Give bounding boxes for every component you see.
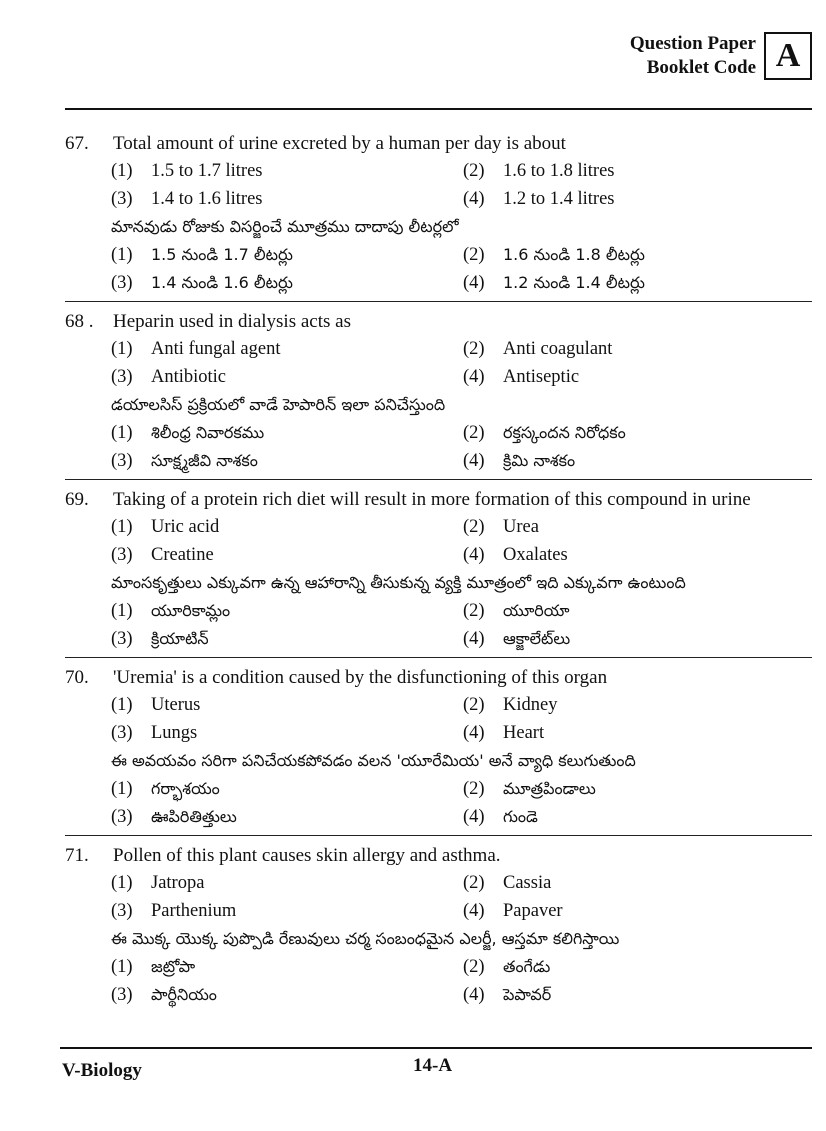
option-text: Cassia bbox=[503, 873, 552, 893]
option-number: (4) bbox=[463, 273, 485, 293]
option-number: (2) bbox=[463, 245, 485, 265]
option-number: (3) bbox=[111, 451, 133, 471]
option-text: క్రియాటిన్ bbox=[151, 629, 209, 648]
option-number: (1) bbox=[111, 779, 133, 799]
answer-option bbox=[111, 953, 463, 981]
option-number: (4) bbox=[463, 985, 485, 1005]
answer-option bbox=[111, 157, 463, 185]
option-number: (3) bbox=[111, 807, 133, 827]
option-number: (4) bbox=[463, 629, 485, 649]
answer-option bbox=[111, 269, 463, 297]
footer-subject: V-Biology bbox=[62, 1060, 142, 1081]
telugu-options bbox=[65, 597, 812, 653]
option-text: 1.4 నుండి 1.6 లీటర్లు bbox=[151, 273, 293, 292]
option-text: ఆక్జాలేట్‌లు bbox=[503, 629, 571, 648]
answer-option bbox=[111, 775, 463, 803]
telugu-options-wrapper bbox=[65, 775, 812, 831]
option-number: (4) bbox=[463, 189, 485, 209]
option-number: (1) bbox=[111, 695, 133, 715]
option-text: తంగేడు bbox=[503, 957, 551, 976]
option-text: Jatropa bbox=[151, 873, 205, 893]
option-number: (1) bbox=[111, 245, 133, 265]
option-number: (4) bbox=[463, 901, 485, 921]
english-options bbox=[65, 335, 812, 391]
booklet-code-labels bbox=[630, 32, 756, 80]
question-text: Taking of a protein rich diet will result in more formation of this compound in urine bbox=[113, 489, 751, 510]
option-text: శిలీంధ్ర నివారకము bbox=[151, 423, 265, 442]
option-number: (3) bbox=[111, 545, 133, 565]
answer-option bbox=[111, 513, 463, 541]
answer-option bbox=[463, 513, 812, 541]
question-block bbox=[65, 130, 812, 302]
question-list bbox=[65, 130, 812, 1019]
answer-option bbox=[111, 719, 463, 747]
answer-option bbox=[463, 803, 812, 831]
option-number: (3) bbox=[111, 273, 133, 293]
option-number: (2) bbox=[463, 423, 485, 443]
telugu-question-text: మానవుడు రోజుకు విసర్జించే మూత్రము దాదాపు లీటర్లలో bbox=[111, 217, 459, 236]
option-text: 1.5 to 1.7 litres bbox=[151, 161, 263, 181]
answer-option bbox=[111, 597, 463, 625]
question-stem bbox=[65, 308, 812, 335]
option-number: (3) bbox=[111, 367, 133, 387]
question-stem bbox=[65, 842, 812, 869]
answer-option bbox=[111, 803, 463, 831]
footer-divider bbox=[60, 1047, 812, 1049]
option-number: (1) bbox=[111, 601, 133, 621]
option-text: Urea bbox=[503, 517, 539, 537]
answer-option bbox=[463, 897, 812, 925]
option-text: యూరికామ్లం bbox=[151, 601, 231, 620]
option-text: Papaver bbox=[503, 901, 563, 921]
option-text: Anti coagulant bbox=[503, 339, 613, 359]
answer-option bbox=[111, 363, 463, 391]
answer-option bbox=[111, 691, 463, 719]
telugu-options bbox=[65, 953, 812, 1009]
option-number: (2) bbox=[463, 161, 485, 181]
booklet-code-header bbox=[630, 32, 812, 80]
answer-option bbox=[463, 541, 812, 569]
option-text: Uterus bbox=[151, 695, 201, 715]
header-divider bbox=[65, 108, 812, 110]
question-stem bbox=[65, 130, 812, 157]
answer-option bbox=[463, 625, 812, 653]
answer-option bbox=[111, 335, 463, 363]
answer-option bbox=[111, 625, 463, 653]
answer-option bbox=[463, 419, 812, 447]
option-number: (1) bbox=[111, 423, 133, 443]
option-text: Creatine bbox=[151, 545, 214, 565]
option-text: ఊపిరితిత్తులు bbox=[151, 807, 237, 826]
option-text: 1.2 నుండి 1.4 లీటర్లు bbox=[503, 273, 645, 292]
option-text: Anti fungal agent bbox=[151, 339, 281, 359]
option-number: (2) bbox=[463, 339, 485, 359]
answer-option bbox=[463, 597, 812, 625]
question-number: 67. bbox=[65, 133, 89, 154]
option-text: 1.5 నుండి 1.7 లీటర్లు bbox=[151, 245, 293, 264]
question-block bbox=[65, 486, 812, 658]
option-text: పెపావర్ bbox=[503, 985, 552, 1004]
option-number: (2) bbox=[463, 517, 485, 537]
answer-option bbox=[463, 447, 812, 475]
booklet-code-box: A bbox=[764, 32, 812, 80]
question-stem bbox=[65, 486, 812, 513]
option-text: Lungs bbox=[151, 723, 198, 743]
question-text: Pollen of this plant causes skin allergy and asthma. bbox=[113, 845, 501, 866]
question-text: Heparin used in dialysis acts as bbox=[113, 311, 351, 332]
option-text: Uric acid bbox=[151, 517, 220, 537]
option-number: (3) bbox=[111, 901, 133, 921]
question-block bbox=[65, 664, 812, 836]
option-number: (1) bbox=[111, 517, 133, 537]
english-options bbox=[65, 869, 812, 925]
option-text: Antibiotic bbox=[151, 367, 227, 387]
option-text: 1.4 to 1.6 litres bbox=[151, 189, 263, 209]
answer-option bbox=[111, 981, 463, 1009]
answer-option bbox=[463, 719, 812, 747]
option-text: Antiseptic bbox=[503, 367, 580, 387]
option-text: గుండె bbox=[503, 807, 538, 826]
telugu-options bbox=[65, 775, 812, 831]
telugu-options-wrapper bbox=[65, 597, 812, 653]
telugu-question-text: ఈ అవయవం సరిగా పనిచేయకపోవడం వలన 'యూరేమియ' అనే వ్యాధి కలుగుతుంది bbox=[111, 751, 636, 770]
telugu-question-text: మాంసకృత్తులు ఎక్కువగా ఉన్న ఆహారాన్ని తీసుకున్న వ్యక్తి మూత్రంలో ఇది ఎక్కువగా ఉంటుంది bbox=[111, 573, 686, 592]
answer-option bbox=[463, 157, 812, 185]
question-stem bbox=[65, 664, 812, 691]
telugu-question-text: డయాలసిస్ ప్రక్రియలో వాడే హెపారిన్ ఇలా పనిచేస్తుంది bbox=[111, 395, 446, 414]
question-number: 68 . bbox=[65, 311, 94, 332]
option-text: క్రిమి నాశకం bbox=[503, 451, 576, 470]
question-text: 'Uremia' is a condition caused by the disfunctioning of this organ bbox=[113, 667, 608, 688]
telugu-options-wrapper bbox=[65, 953, 812, 1009]
option-number: (2) bbox=[463, 601, 485, 621]
answer-option bbox=[463, 241, 812, 269]
option-number: (1) bbox=[111, 339, 133, 359]
telugu-options-wrapper bbox=[65, 241, 812, 297]
option-number: (2) bbox=[463, 779, 485, 799]
option-number: (1) bbox=[111, 161, 133, 181]
option-number: (3) bbox=[111, 985, 133, 1005]
answer-option bbox=[111, 897, 463, 925]
answer-option bbox=[111, 869, 463, 897]
answer-option bbox=[111, 241, 463, 269]
option-text: Heart bbox=[503, 723, 545, 743]
option-text: 1.6 to 1.8 litres bbox=[503, 161, 615, 181]
option-text: 1.6 నుండి 1.8 లీటర్లు bbox=[503, 245, 645, 264]
option-text: యూరియా bbox=[503, 601, 570, 620]
answer-option bbox=[111, 447, 463, 475]
english-options bbox=[65, 157, 812, 213]
question-number: 69. bbox=[65, 489, 89, 510]
question-block bbox=[65, 842, 812, 1013]
telugu-options bbox=[65, 241, 812, 297]
option-text: పార్థీనియం bbox=[151, 985, 217, 1004]
option-text: Oxalates bbox=[503, 545, 568, 565]
booklet-label-line1: Question Paper bbox=[629, 33, 756, 54]
option-text: Kidney bbox=[503, 695, 558, 715]
option-number: (2) bbox=[463, 695, 485, 715]
option-number: (1) bbox=[111, 873, 133, 893]
option-text: Parthenium bbox=[151, 901, 237, 921]
answer-option bbox=[463, 335, 812, 363]
telugu-question-text: ఈ మొక్క యొక్క పుప్పొడి రేణువులు చర్మ సంబంధమైన ఎలర్జీ, ఆస్తమా కలిగిస్తాయి bbox=[111, 929, 620, 948]
answer-option bbox=[111, 541, 463, 569]
answer-option bbox=[463, 363, 812, 391]
answer-option bbox=[463, 981, 812, 1009]
answer-option bbox=[463, 185, 812, 213]
question-block bbox=[65, 308, 812, 480]
option-number: (4) bbox=[463, 807, 485, 827]
answer-option bbox=[463, 775, 812, 803]
option-number: (2) bbox=[463, 873, 485, 893]
footer-page-number: 14-A bbox=[413, 1055, 453, 1076]
english-options bbox=[65, 691, 812, 747]
answer-option bbox=[463, 691, 812, 719]
option-number: (4) bbox=[463, 451, 485, 471]
option-number: (4) bbox=[463, 723, 485, 743]
answer-option bbox=[463, 269, 812, 297]
telugu-options-wrapper bbox=[65, 419, 812, 475]
english-options bbox=[65, 513, 812, 569]
option-number: (4) bbox=[463, 367, 485, 387]
answer-option bbox=[111, 185, 463, 213]
option-text: గర్భాశయం bbox=[151, 779, 220, 798]
option-number: (3) bbox=[111, 629, 133, 649]
answer-option bbox=[463, 953, 812, 981]
option-text: మూత్రపిండాలు bbox=[503, 779, 596, 798]
option-text: రక్తస్కందన నిరోధకం bbox=[503, 423, 626, 442]
option-number: (1) bbox=[111, 957, 133, 977]
option-number: (2) bbox=[463, 957, 485, 977]
option-number: (4) bbox=[463, 545, 485, 565]
option-number: (3) bbox=[111, 189, 133, 209]
option-text: సూక్ష్మజీవి నాశకం bbox=[151, 451, 258, 470]
answer-option bbox=[463, 869, 812, 897]
question-text: Total amount of urine excreted by a human per day is about bbox=[113, 133, 566, 154]
option-number: (3) bbox=[111, 723, 133, 743]
question-number: 70. bbox=[65, 667, 89, 688]
option-text: 1.2 to 1.4 litres bbox=[503, 189, 615, 209]
answer-option bbox=[111, 419, 463, 447]
question-number: 71. bbox=[65, 845, 89, 866]
booklet-label-line2: Booklet Code bbox=[646, 57, 756, 78]
option-text: జట్రోపా bbox=[151, 957, 196, 976]
telugu-options bbox=[65, 419, 812, 475]
